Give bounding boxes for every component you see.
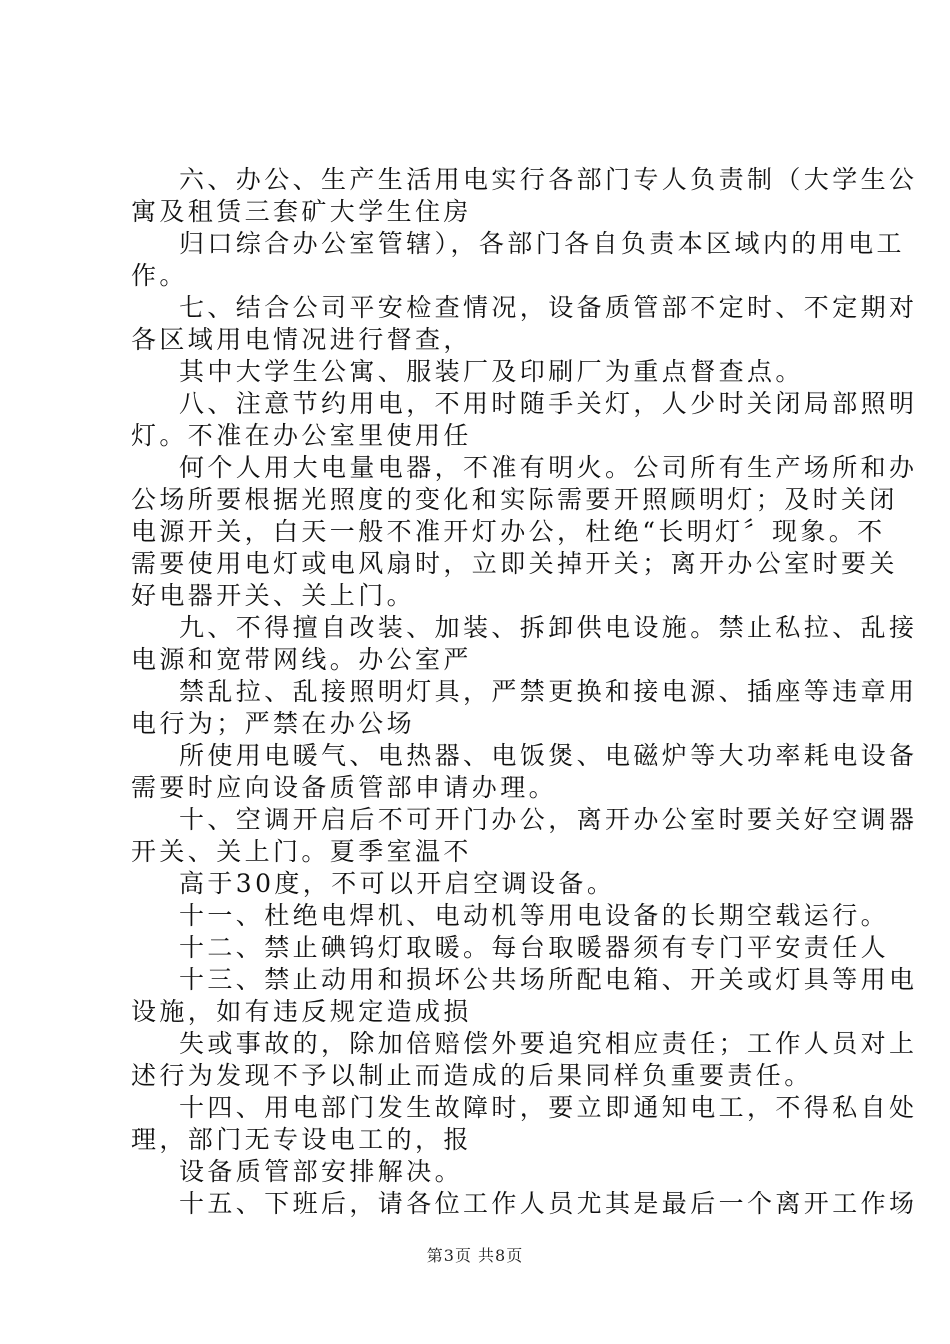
text-line: 十三、禁止动用和损坏公共场所配电箱、开关或灯具等用电 xyxy=(179,965,918,994)
text-line: 六、办公、生产生活用电实行各部门专人负责制（大学生公 xyxy=(179,165,918,194)
text-line: 公场所要根据光照度的变化和实际需要开照顾明灯；及时关闭 xyxy=(131,485,898,514)
text-line: 设施，如有违反规定造成损 xyxy=(131,997,472,1026)
text-line: 寓及租赁三套矿大学生住房 xyxy=(131,197,472,226)
text-line: 高于30度，不可以开启空调设备。 xyxy=(179,869,616,898)
text-line: 需要使用电灯或电风扇时，立即关掉开关；离开办公室时要关 xyxy=(131,549,898,578)
text-line: 电源和宽带网线。办公室严 xyxy=(131,645,472,674)
text-line: 十二、禁止碘钨灯取暖。每台取暖器须有专门平安责任人 xyxy=(179,933,890,962)
text-line: 八、注意节约用电，不用时随手关灯，人少时关闭局部照明 xyxy=(179,389,918,418)
text-line: 禁乱拉、乱接照明灯具，严禁更换和接电源、插座等违章用 xyxy=(179,677,918,706)
text-line: 所使用电暖气、电热器、电饭煲、电磁炉等大功率耗电设备 xyxy=(179,741,918,770)
text-line: 需要时应向设备质管部申请办理。 xyxy=(131,773,558,802)
text-line: 作。 xyxy=(131,261,188,290)
text-line: 理，部门无专设电工的，报 xyxy=(131,1125,472,1154)
text-line: 灯。不准在办公室里使用任 xyxy=(131,421,472,450)
text-line: 其中大学生公寓、服装厂及印刷厂为重点督查点。 xyxy=(179,357,804,386)
text-line: 各区域用电情况进行督查， xyxy=(131,325,472,354)
text-line: 何个人用大电量电器，不准有明火。公司所有生产场所和办 xyxy=(179,453,918,482)
text-line: 九、不得擅自改装、加装、拆卸供电设施。禁止私拉、乱接 xyxy=(179,613,918,642)
text-line: 电行为；严禁在办公场 xyxy=(131,709,416,738)
page-footer: 第3页 共8页 xyxy=(426,1246,524,1265)
text-line: 失或事故的，除加倍赔偿外要追究相应责任；工作人员对上 xyxy=(179,1029,918,1058)
text-line: 十一、杜绝电焊机、电动机等用电设备的长期空载运行。 xyxy=(179,901,890,930)
text-line: 归口综合办公室管辖），各部门各自负责本区域内的用电工 xyxy=(179,229,905,258)
text-line: 十、空调开启后不可开门办公，离开办公室时要关好空调器 xyxy=(179,805,918,834)
text-line: 七、结合公司平安检查情况，设备质管部不定时、不定期对 xyxy=(179,293,918,322)
text-line: 十四、用电部门发生故障时，要立即通知电工，不得私自处 xyxy=(179,1093,918,1122)
text-line: 设备质管部安排解决。 xyxy=(179,1157,464,1186)
text-line: 开关、关上门。夏季室温不 xyxy=(131,837,472,866)
text-line: 十五、下班后，请各位工作人员尤其是最后一个离开工作场 xyxy=(179,1189,918,1218)
text-line: 述行为发现不予以制止而造成的后果同样负重要责任。 xyxy=(131,1061,813,1090)
document-body xyxy=(131,164,918,1220)
text-line: 好电器开关、关上门。 xyxy=(131,581,416,610)
text-line: 电源开关，白天一般不准开灯办公，杜绝“长明灯〞现象。不 xyxy=(131,517,886,546)
